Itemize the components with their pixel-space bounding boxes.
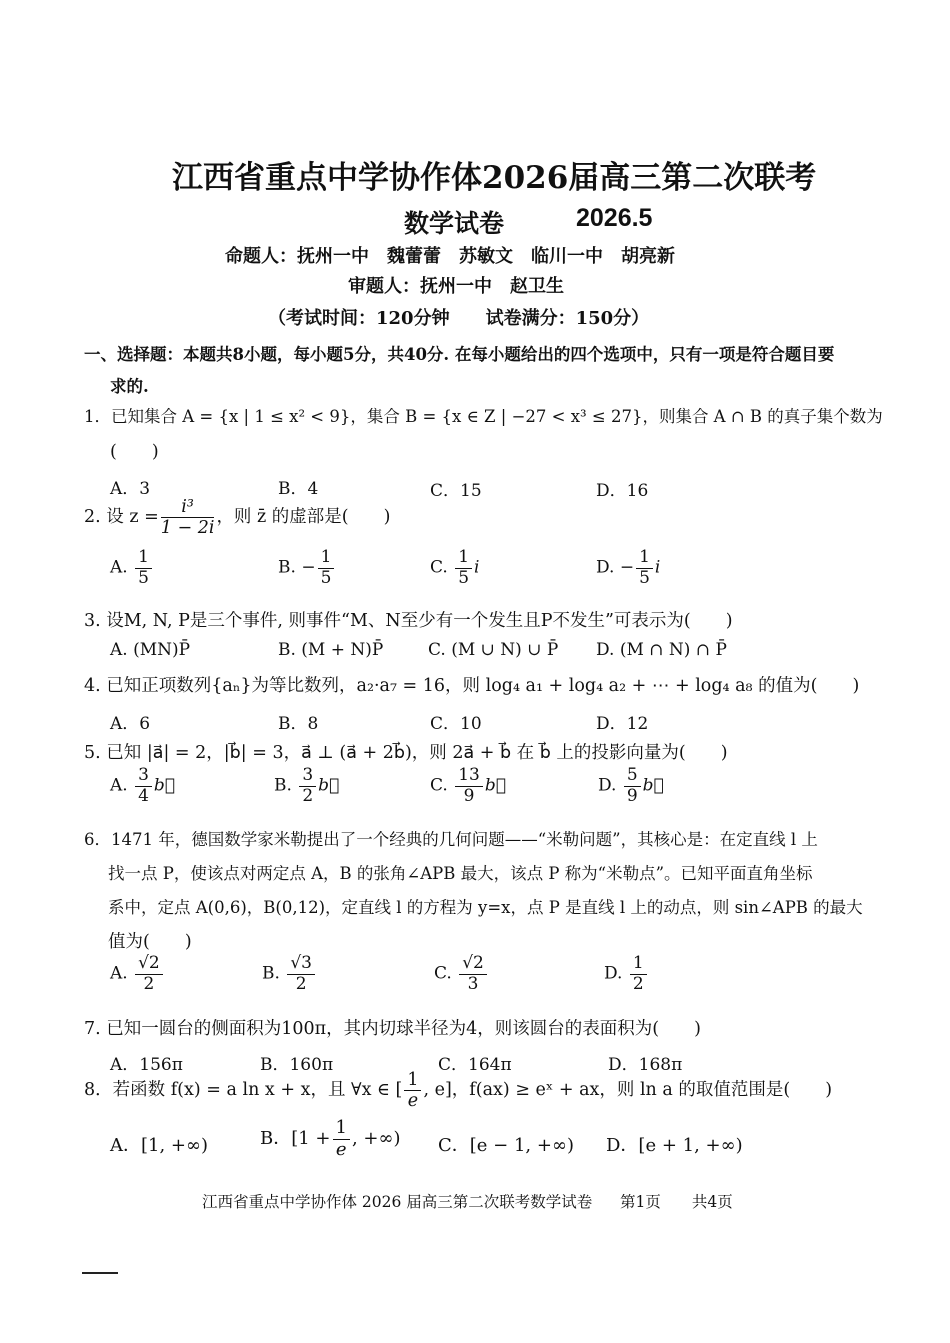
section-heading: 一、选择题：本题共8小题，每小题5分，共40分. 在每小题给出的四个选项中，只有一项是符合题目要 — [84, 345, 835, 364]
exam-info: （考试时间：120分钟 试卷满分：150分） — [268, 308, 650, 329]
q4-option-c: C．10 — [430, 714, 482, 734]
footer-page-number: 第1页 共4页 — [620, 1193, 733, 1211]
q1-option-c: C．15 — [430, 481, 482, 501]
q2-option-b: B. − $\frac{1}{5}$ — [278, 548, 336, 588]
q8-option-b: B．[1 + $\frac{1}{e}$ , +∞) — [260, 1117, 401, 1160]
question-4-stem: 4. 已知正项数列{aₙ}为等比数列，a₂·a₇ = 16，则 log₄ a₁ + log₄ a₂ + ⋯ + log₄ a₈ 的值为( ) — [84, 676, 860, 696]
q5-option-c: C. $\frac{13}{9}$ b⃗ — [430, 765, 506, 806]
q3-option-b: B. (M + N)P̄ — [278, 640, 384, 660]
q2-option-d: D. − $\frac{1}{5}$ i — [596, 547, 661, 588]
q1-option-b: B．4 — [278, 479, 319, 499]
q2-fraction: $\frac{\text{i³}}{1 - 2i}$ — [160, 497, 215, 539]
q8-option-a: A．[1, +∞) — [110, 1135, 209, 1156]
q6-option-d: D. $\frac{1}{2}$ — [604, 954, 649, 994]
question-3-stem: 3. 设M, N, P是三个事件, 则事件“M、N至少有一个发生且P不发生”可表示为( ) — [84, 611, 733, 631]
q2-option-a: A. $\frac{1}{5}$ — [110, 548, 154, 588]
q6-option-c: C. $\frac{√2}{3}$ — [434, 954, 489, 994]
q5-option-a: A. $\frac{3}{4}$ b⃗ — [110, 765, 176, 806]
q8-option-d: D．[e + 1, +∞) — [606, 1135, 743, 1156]
section-heading-cont: 求的. — [110, 377, 149, 396]
q7-option-b: B．160π — [260, 1055, 334, 1075]
q2-pre: 2. 设 z = — [84, 507, 159, 528]
q3-option-d: D. (M ∩ N) ∩ P̄ — [596, 640, 727, 660]
q4-option-a: A．6 — [110, 714, 151, 734]
question-2-stem — [84, 497, 390, 538]
question-6-line-4: 值为( ) — [108, 932, 192, 952]
scan-mark — [82, 1272, 118, 1274]
q2-post: ，则 z̄ 的虚部是( ) — [216, 507, 391, 528]
q1-option-a: A．3 — [110, 479, 151, 499]
q2-option-c: C. $\frac{1}{5}$ i — [430, 547, 480, 588]
q3-option-a: A. (MN)P̄ — [110, 640, 191, 660]
reviewers-line: 审题人：抚州一中 赵卫生 — [348, 276, 564, 297]
q4-option-b: B．8 — [278, 714, 319, 734]
q7-option-d: D．168π — [608, 1055, 683, 1075]
question-5-stem: 5. 已知 |a⃗| = 2，|b⃗| = 3，a⃗ ⊥ (a⃗ + 2b⃗)，则 2a⃗ + b⃗ 在 b⃗ 上的投影向量为( ) — [84, 743, 728, 763]
question-1-stem: 1．已知集合 A = {x | 1 ≤ x² < 9}，集合 B = {x ∈ Z | −27 < x³ ≤ 27}，则集合 A ∩ B 的真子集个数为 — [84, 407, 883, 426]
question-6-line-3: 系中，定点 A(0,6)，B(0,12)，定直线 l 的方程为 y=x，点 P 是直线 l 上的动点，则 sin∠APB 的最大 — [108, 898, 863, 917]
question-6-line-1: 6．1471 年，德国数学家米勒提出了一个经典的几何问题——“米勒问题”，其核心是：在定直线 l 上 — [84, 830, 818, 849]
q7-option-c: C．164π — [438, 1055, 512, 1075]
q1-option-d: D．16 — [596, 481, 649, 501]
question-8-stem: 8．若函数 f(x) = a ln x + x，且 ∀x ∈ [ $\frac{1}{e}$ , e]，f(ax) ≥ eˣ + ax，则 ln a 的取值范围是( ) — [84, 1070, 833, 1112]
q7-option-a: A．156π — [110, 1055, 183, 1075]
q5-option-b: B. $\frac{3}{2}$ b⃗ — [274, 765, 340, 806]
q8-option-c: C．[e − 1, +∞) — [438, 1135, 574, 1156]
exam-title: 江西省重点中学协作体2026届高三第二次联考 — [172, 160, 817, 196]
authors-line: 命题人：抚州一中 魏蕾蕾 苏敏文 临川一中 胡亮新 — [225, 246, 675, 267]
q5-option-d: D. $\frac{5}{9}$ b⃗ — [598, 765, 664, 806]
exam-date: 2026.5 — [576, 204, 653, 232]
question-1-paren: ( ) — [110, 442, 159, 462]
q6-option-a: A. $\frac{√2}{2}$ — [110, 954, 165, 994]
question-6-line-2: 找一点 P，使该点对两定点 A，B 的张角∠APB 最大，该点 P 称为“米勒点”。已知平面直角坐标 — [108, 864, 813, 883]
subject-title: 数学试卷 — [404, 209, 505, 238]
footer-title: 江西省重点中学协作体 2026 届高三第二次联考数学试卷 — [202, 1193, 593, 1211]
q4-option-d: D．12 — [596, 714, 649, 734]
q3-option-c: C. (M ∪ N) ∪ P̄ — [428, 640, 559, 660]
question-7-stem: 7. 已知一圆台的侧面积为100π，其内切球半径为4，则该圆台的表面积为( ) — [84, 1019, 701, 1039]
q6-option-b: B. $\frac{√3}{2}$ — [262, 954, 317, 994]
